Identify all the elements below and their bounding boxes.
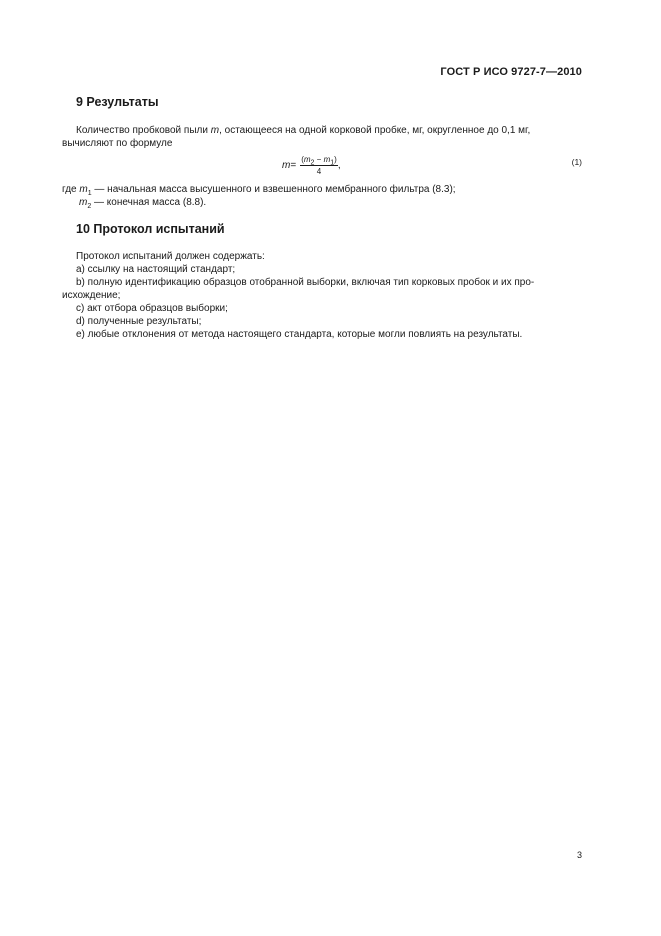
list-item-b-continued: исхождение;	[62, 290, 121, 301]
section-10-intro: Протокол испытаний должен содержать:	[76, 251, 265, 262]
section-9-intro-line2: вычисляют по формуле	[62, 138, 173, 149]
where-line-2: $m_2$ — конечная масса (8.8).	[79, 197, 207, 210]
where-line-1: где $m_1$ — начальная масса высушенного и взвешенного мембранного фильтра (8.3);	[62, 184, 456, 197]
section-10-title: 10 Протокол испытаний	[76, 222, 225, 236]
list-item-e: e) любые отклонения от метода настоящего стандарта, которые могли повлиять на результаты.	[76, 329, 523, 340]
page-number: 3	[576, 850, 582, 860]
formula-fraction	[300, 155, 338, 176]
section-9-intro: Количество пробковой пыли m, остающееся на одной корковой пробке, мг, округленное до 0,1 мг,	[76, 125, 531, 136]
list-item-d: d) полученные результаты;	[76, 316, 202, 327]
document-code: ГОСТ Р ИСО 9727-7—2010	[440, 66, 582, 78]
list-item-b: b) полную идентификацию образцов отобранной выборки, включая тип корковых пробок и их про-	[76, 277, 535, 288]
list-item-a: a) ссылку на настоящий стандарт;	[76, 264, 236, 275]
list-item-c: c) акт отбора образцов выборки;	[76, 303, 228, 314]
equation-number: (1)	[571, 157, 582, 167]
section-9-title: 9 Результаты	[76, 95, 159, 109]
formula-block	[0, 148, 661, 180]
formula: m = $\frac{(m_2 - m_1)}{4}$ ,	[282, 155, 341, 176]
formula-denominator: 4	[316, 167, 322, 176]
formula-numerator: $(m_2 - m_1)$	[301, 155, 337, 167]
